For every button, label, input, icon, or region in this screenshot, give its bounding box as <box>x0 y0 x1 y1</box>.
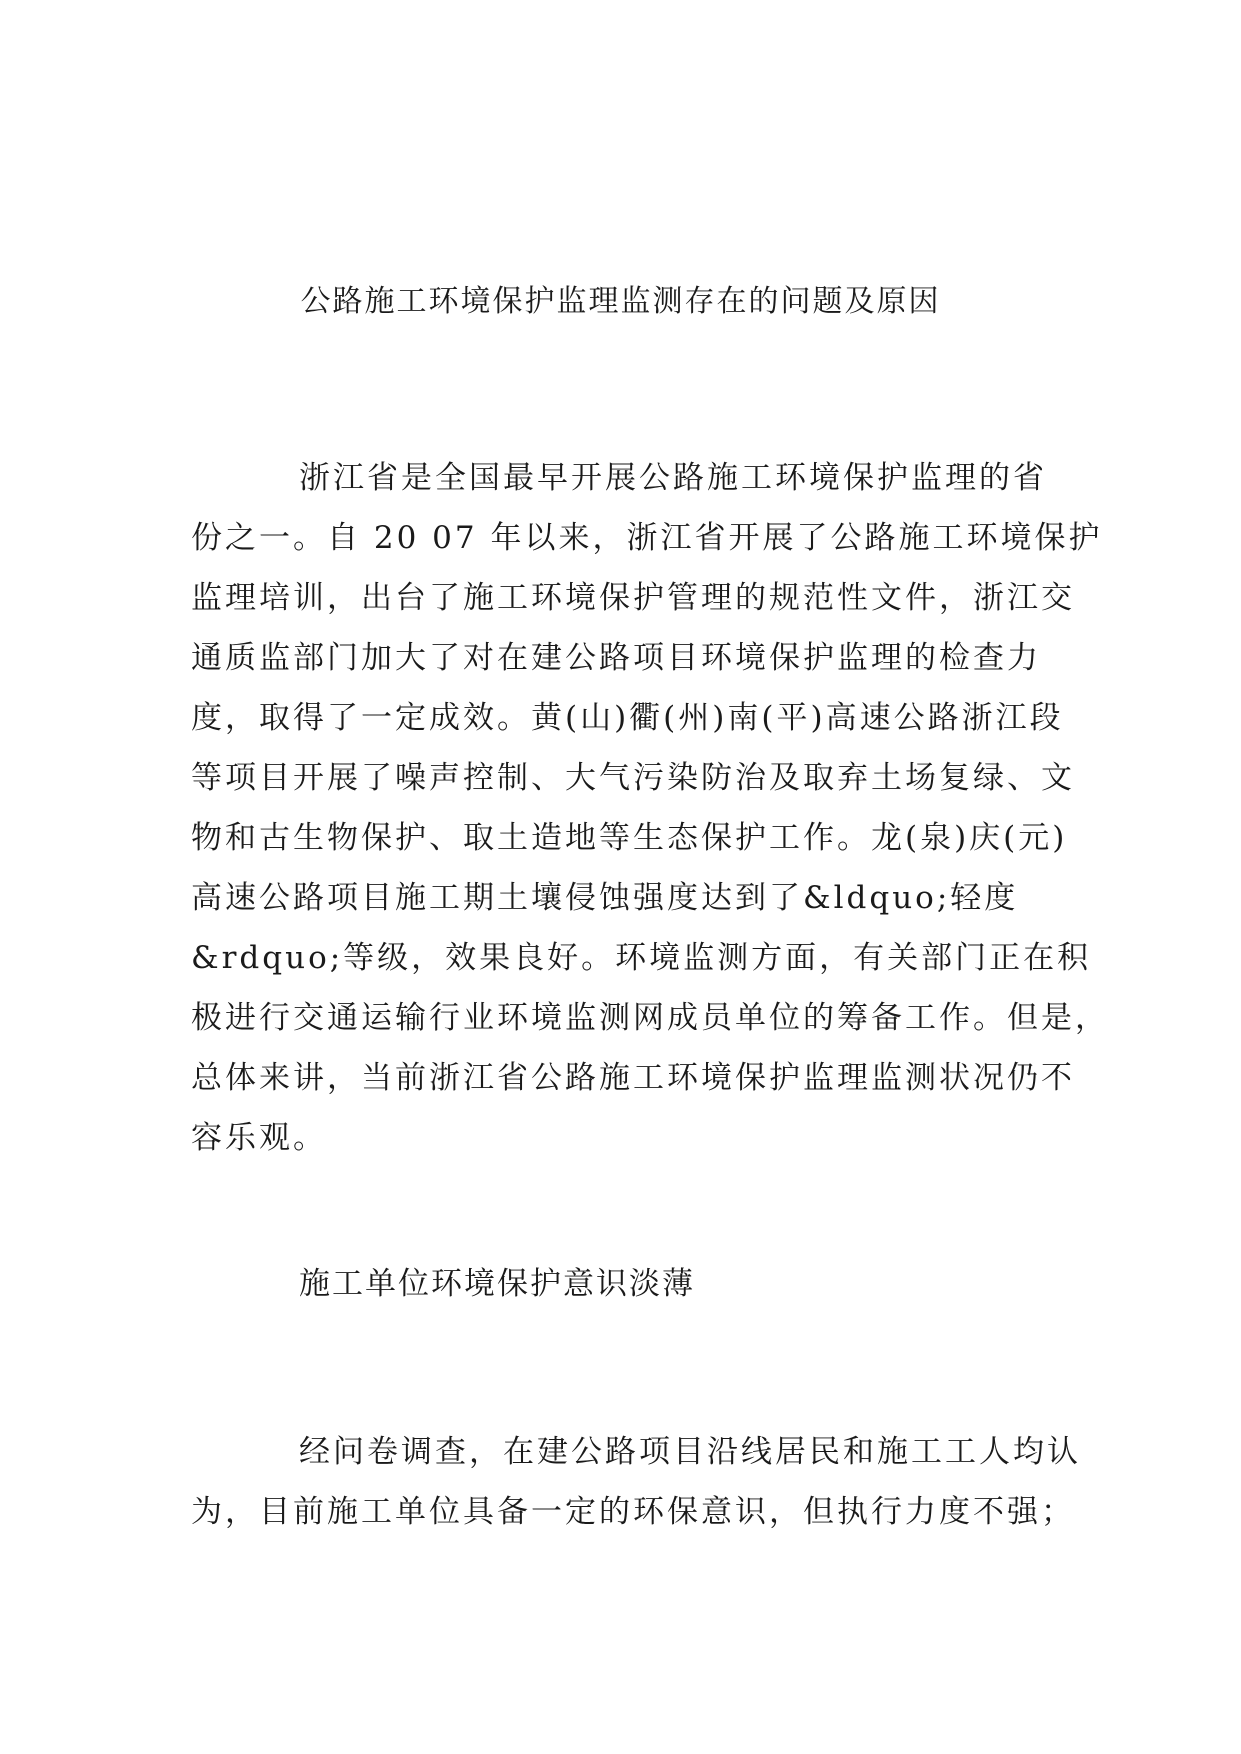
section-heading: 施工单位环境保护意识淡薄 <box>299 1266 695 1302</box>
paragraph-line: 度，取得了一定成效。黄(山)衢(州)南(平)高速公路浙江段 <box>191 700 1064 736</box>
document-title: 公路施工环境保护监理监测存在的问题及原因 <box>300 284 941 319</box>
paragraph-line: 总体来讲，当前浙江省公路施工环境保护监理监测状况仍不 <box>191 1060 1075 1096</box>
paragraph-line: 高速公路项目施工期土壤侵蚀强度达到了&ldquo;轻度 <box>191 880 1019 916</box>
paragraph-line: 浙江省是全国最早开展公路施工环境保护监理的省 <box>299 460 1047 496</box>
paragraph-line: 为，目前施工单位具备一定的环保意识，但执行力度不强； <box>191 1494 1075 1530</box>
paragraph-line: 经问卷调查，在建公路项目沿线居民和施工工人均认 <box>299 1434 1081 1470</box>
paragraph-line: &rdquo;等级，效果良好。环境监测方面，有关部门正在积 <box>191 940 1092 976</box>
paragraph-survey <box>191 1422 1081 1542</box>
paragraph-intro <box>191 448 1109 1168</box>
paragraph-line: 物和古生物保护、取土造地等生态保护工作。龙(泉)庆(元) <box>191 820 1068 856</box>
paragraph-line: 监理培训，出台了施工环境保护管理的规范性文件，浙江交 <box>191 580 1075 616</box>
paragraph-line: 份之一。自 20 07 年以来，浙江省开展了公路施工环境保护 <box>191 520 1103 556</box>
paragraph-line: 通质监部门加大了对在建公路项目环境保护监理的检查力 <box>191 640 1041 676</box>
paragraph-line: 等项目开展了噪声控制、大气污染防治及取弃土场复绿、文 <box>191 760 1075 796</box>
paragraph-line: 极进行交通运输行业环境监测网成员单位的筹备工作。但是， <box>191 1000 1109 1036</box>
paragraph-line: 容乐观。 <box>191 1120 327 1156</box>
